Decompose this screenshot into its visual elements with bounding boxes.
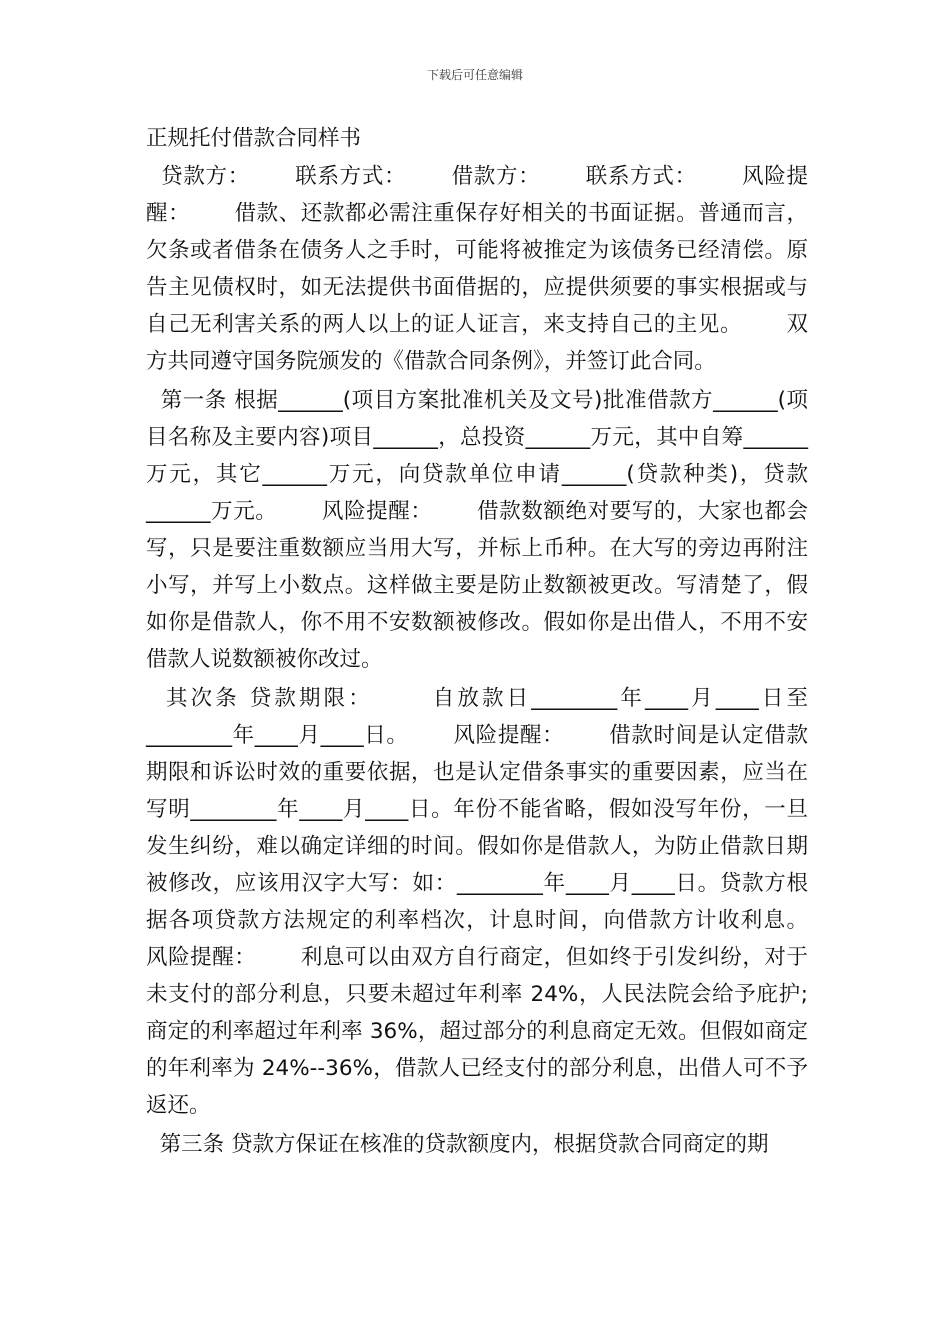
- paragraph-article-3: 第三条 贷款方保证在核准的贷款额度内，根据贷款合同商定的期: [146, 1132, 769, 1157]
- paragraph-parties: 贷款方： 联系方式： 借款方： 联系方式： 风险提醒： 借款、还款都必需注重保存好相关的书面证据。普通而言，欠条或者借条在债务人之手时，可能将被推定为该债务已经清偿。原告主见债权时，如无法提供书面借据的，应提供须要的事实根据或与自己无利害关系的两人以上的证人证言，来支持自己的主见。 双方共同遵守国务院颁发的《借款合同条例》，并签订此合同。: [146, 164, 809, 374]
- document-title: 正规托付借款合同样书: [146, 126, 362, 151]
- paragraph-article-2: 其次条 贷款期限： 自放款日________年____月____日至________年____月____日。 风险提醒： 借款时间是认定借款期限和诉讼时效的重要依据，也是认定借条事实的重要因素，应当在写明________年____月____日。年份不能省略，假如没写年份，一旦发生纠纷，难以确定详细的时间。假如你是借款人，为防止借款日期被修改，应该用汉字大写：如：________年____月____日。贷款方根据各项贷款方法规定的利率档次，计息时间，向借款方计收利息。 风险提醒： 利息可以由双方自行商定，但如终于引发纠纷，对于未支付的部分利息，只要未超过年利率 24%，人民法院会给予庇护;商定的利率超过年利率 36%，超过部分的利息商定无效。但假如商定的年利率为 24%--36%，借款人已经支付的部分利息，出借人可不予返还。: [146, 686, 850, 1118]
- document-body: [146, 120, 850, 1165]
- paragraph-article-1: 第一条 根据______(项目方案批准机关及文号)批准借款方______(项目名称及主要内容)项目______，总投资______万元，其中自筹______万元，其它______万元，向贷款单位申请______(贷款种类)，贷款______万元。 风险提醒： 借款数额绝对要写的，大家也都会写，只是要注重数额应当用大写，并标上币种。在大写的旁边再附注小写，并写上小数点。这样做主要是防止数额被更改。写清楚了，假如你是借款人，你不用不安数额被修改。假如你是出借人，不用不安借款人说数额被你改过。: [146, 388, 808, 672]
- page-header: 下载后可任意编辑: [426, 68, 523, 82]
